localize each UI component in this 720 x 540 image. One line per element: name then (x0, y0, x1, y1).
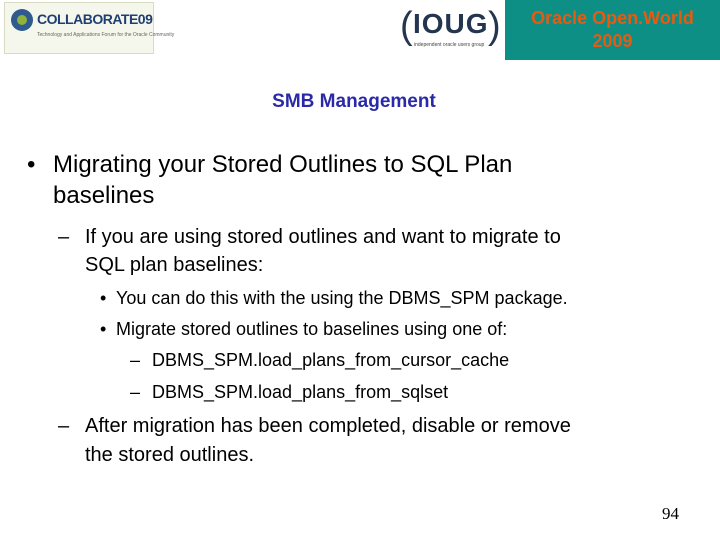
event-banner (505, 0, 720, 60)
collaborate-logo (4, 2, 175, 54)
ioug-logo-name: IOUG (413, 8, 489, 39)
header-banner (0, 0, 720, 60)
event-year: 2009 (592, 31, 633, 51)
sub2-line2: the stored outlines. (85, 444, 254, 466)
bullet-dot-icon: • (100, 319, 107, 339)
bullet-dot-icon: • (100, 288, 107, 308)
ioug-logo (396, 2, 502, 56)
ioug-bracket-right-icon: ) (488, 5, 501, 47)
sub1-sub-2: DBMS_SPM.load_plans_from_sqlset (152, 382, 449, 402)
slide-title: SMB Management (272, 91, 436, 112)
collaborate-logo-icon (11, 9, 33, 31)
dash-icon: – (130, 350, 141, 370)
event-name: Oracle Open.World (531, 8, 694, 28)
sub1-item-2: Migrate stored outlines to baselines using one of: (116, 319, 508, 339)
bullet-dot-icon: • (27, 151, 36, 178)
bullet1-line1: Migrating your Stored Outlines to SQL Plan (53, 151, 513, 178)
page-number: 94 (662, 504, 679, 523)
collaborate-logo-name: COLLABORATE09 (37, 11, 153, 27)
sub1-sub-1: DBMS_SPM.load_plans_from_cursor_cache (152, 350, 510, 370)
collaborate-logo-tagline: Technology and Applications Forum for the Oracle Community (37, 32, 175, 38)
ioug-bracket-left-icon: ( (400, 5, 413, 47)
sub2-line1: After migration has been completed, disable or remove (85, 415, 571, 437)
bullet1-line2: baselines (53, 182, 155, 209)
ioug-logo-tagline: independent oracle users group (414, 42, 485, 48)
sub1-line1: If you are using stored outlines and want to migrate to (85, 226, 561, 248)
dash-icon: – (58, 415, 70, 437)
sub1-item-1: You can do this with the using the DBMS_SPM package. (116, 288, 568, 308)
sub1-line2: SQL plan baselines: (85, 254, 264, 276)
dash-icon: – (58, 226, 70, 248)
dash-icon: – (130, 382, 141, 402)
